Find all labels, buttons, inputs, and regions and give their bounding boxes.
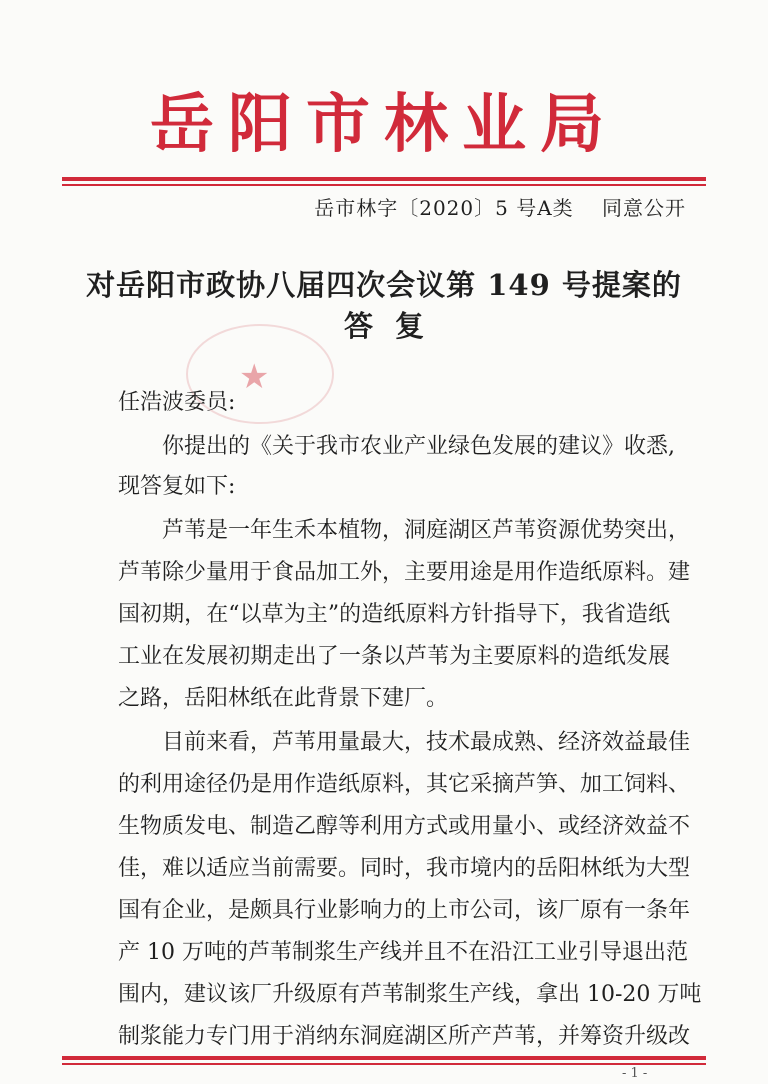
footer-rule-thin	[62, 1063, 706, 1065]
body-line: 围内，建议该厂升级原有芦苇制浆生产线，拿出 10-20 万吨	[118, 982, 702, 1007]
body-line: 芦苇是一年生禾本植物，洞庭湖区芦苇资源优势突出，	[162, 518, 691, 543]
body-line: 芦苇除少量用于食品加工外，主要用途是用作造纸原料。建	[118, 560, 691, 585]
document-title-line2: 答复	[343, 309, 446, 343]
document-number: 岳市林字〔2020〕5 号A类 同意公开	[314, 196, 686, 220]
body-line: 产 10 万吨的芦苇制浆生产线并且不在沿江工业引导退出范	[118, 940, 688, 965]
body-line: 国有企业，是颇具行业影响力的上市公司，该厂原有一条年	[118, 898, 691, 923]
body-line: 的利用途径仍是用作造纸原料，其它采摘芦笋、加工饲料、	[118, 772, 691, 797]
body-line: 工业在发展初期走出了一条以芦苇为主要原料的造纸发展	[118, 644, 670, 669]
org-letterhead-title: 岳阳市林业局	[150, 88, 618, 162]
body-line: 国初期，在“以草为主”的造纸原料方针指导下，我省造纸	[118, 602, 670, 627]
body-line: 生物质发电、制造乙醇等利用方式或用量小、或经济效益不	[118, 814, 691, 839]
body-line: 你提出的《关于我市农业产业绿色发展的建议》收悉,	[162, 434, 675, 459]
body-line: 之路，岳阳林纸在此背景下建厂。	[118, 686, 449, 711]
body-line: 目前来看，芦苇用量最大，技术最成熟、经济效益最佳	[162, 730, 691, 755]
body-line: 佳，难以适应当前需要。同时，我市境内的岳阳林纸为大型	[118, 856, 691, 881]
header-rule-thick	[62, 177, 706, 181]
document-title-line1: 对岳阳市政协八届四次会议第 149 号提案的	[86, 268, 682, 302]
body-line: 现答复如下:	[118, 474, 236, 499]
page-number: - 1 -	[622, 1066, 648, 1081]
seal-star-icon: ★	[239, 357, 270, 397]
body-line: 制浆能力专门用于消纳东洞庭湖区所产芦苇，并筹资升级改	[118, 1024, 691, 1049]
header-rule-thin	[62, 184, 706, 186]
salutation: 任浩波委员:	[118, 390, 236, 415]
footer-rule-thick	[62, 1056, 706, 1060]
